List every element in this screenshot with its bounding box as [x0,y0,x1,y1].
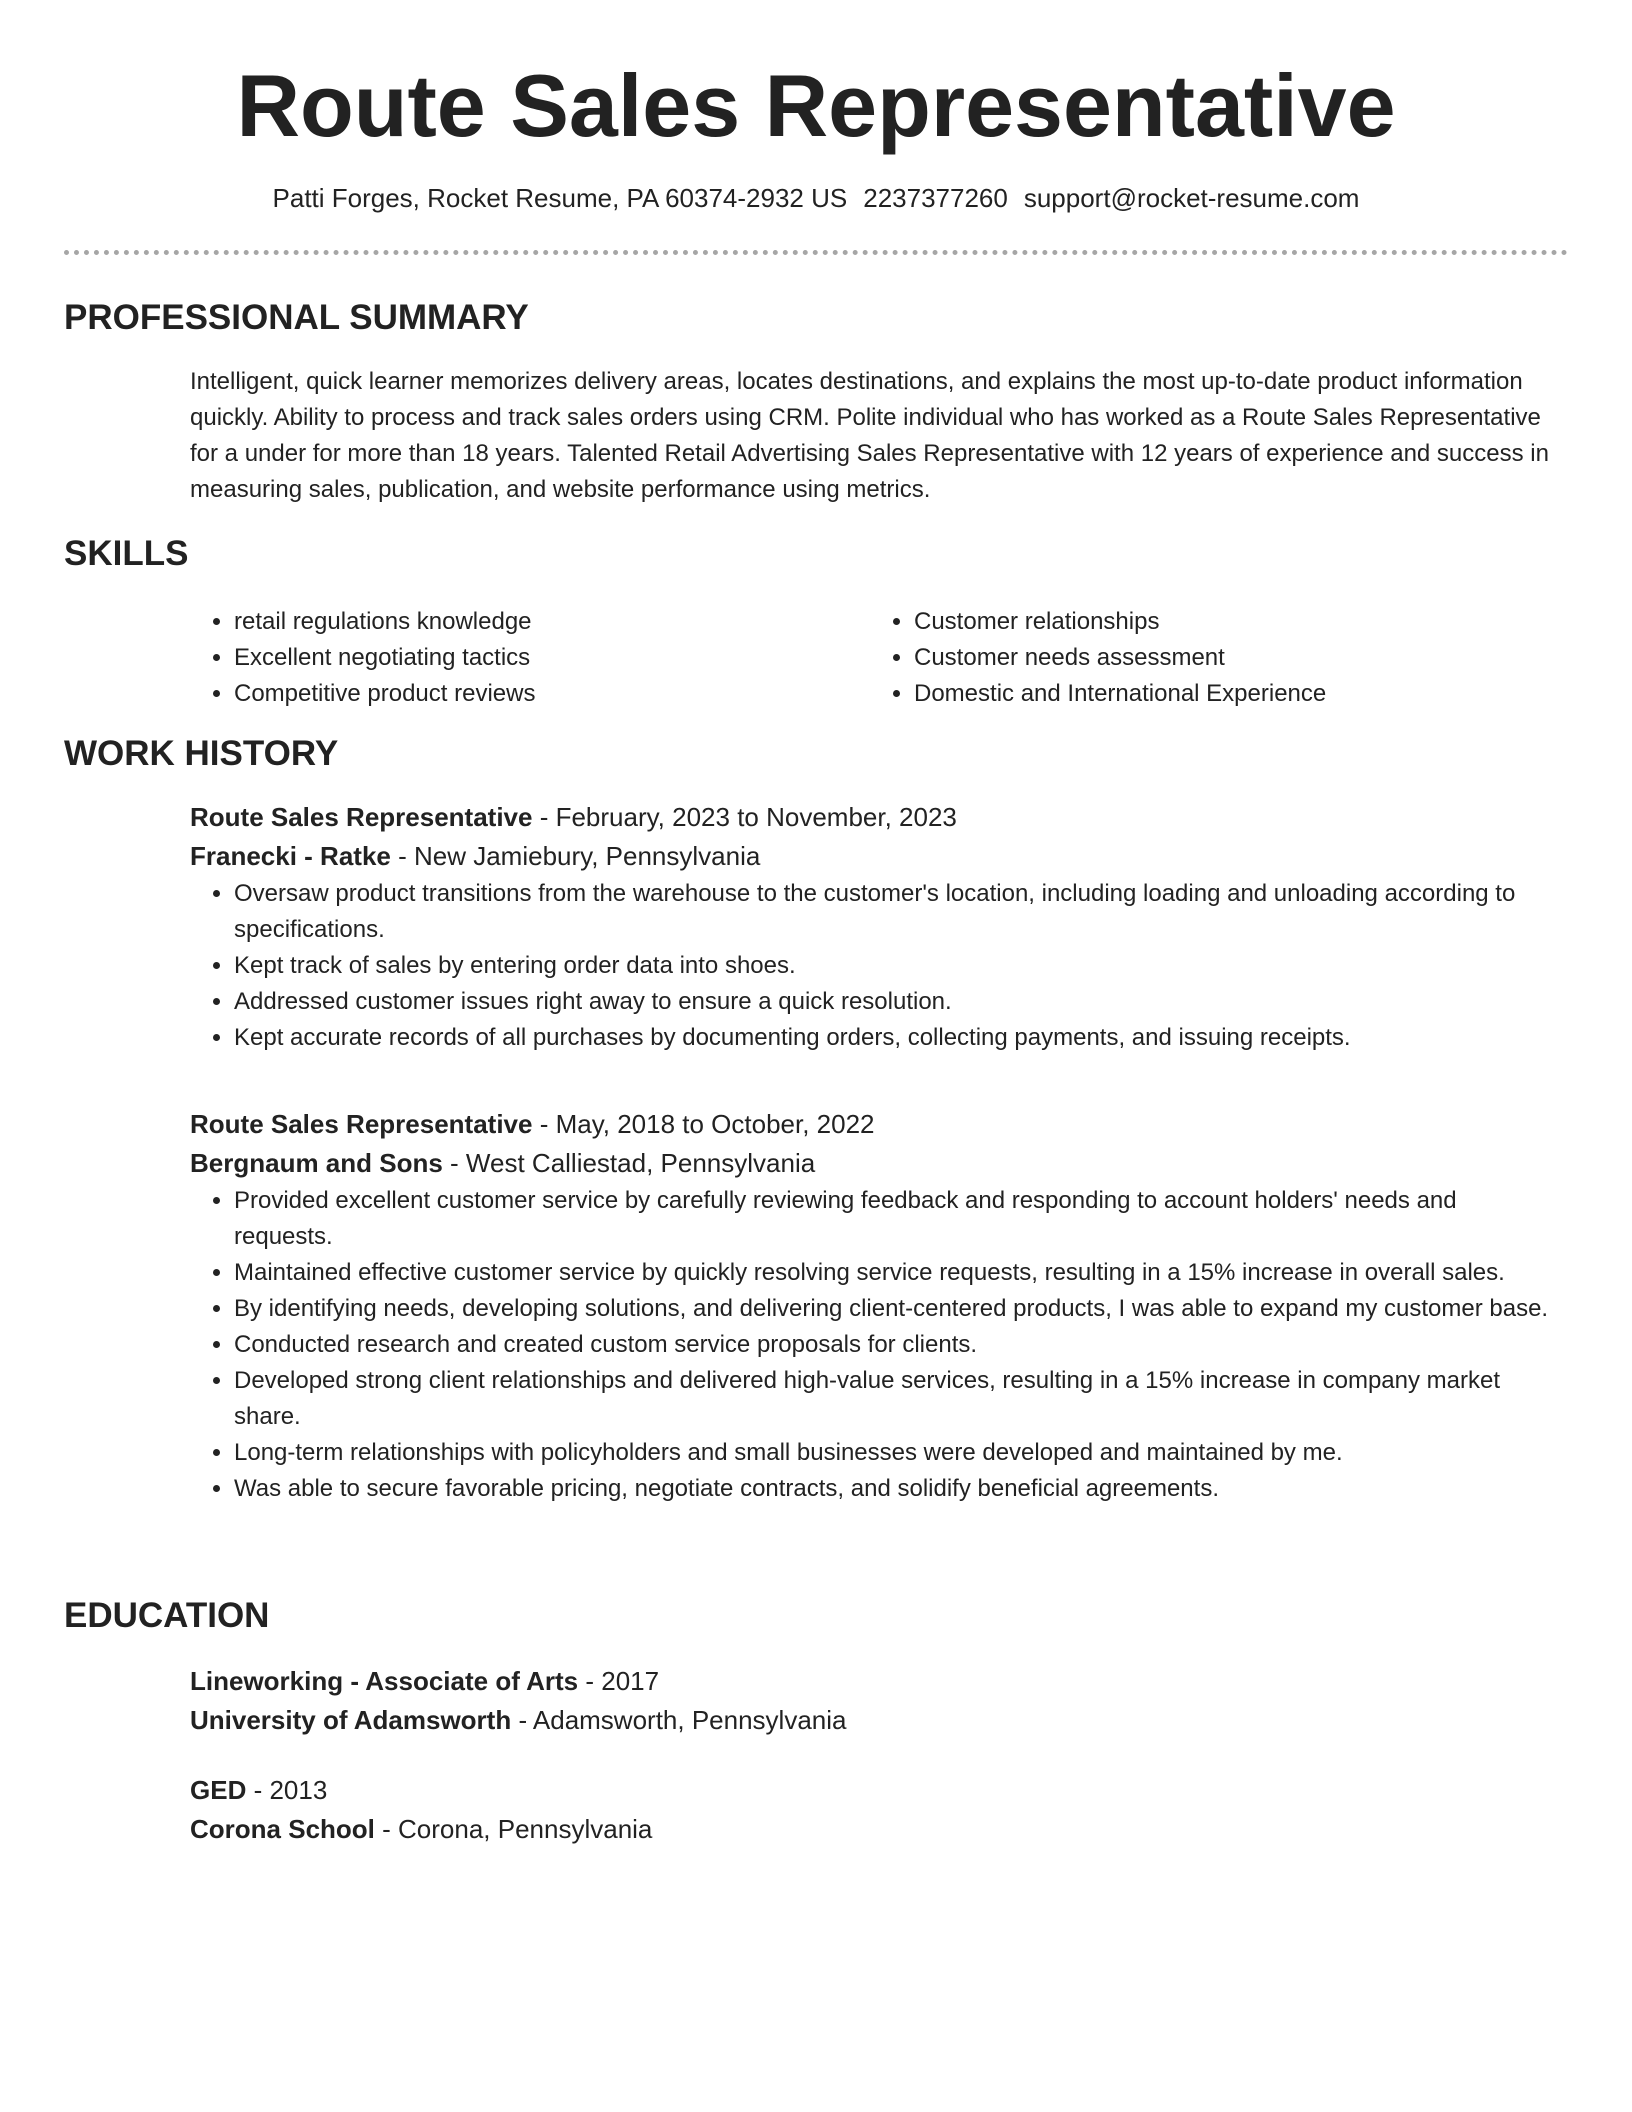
education-entry [190,1662,1560,1740]
job-title-line [190,798,1560,837]
job-bullet: • Was able to secure favorable pricing, negotiate contracts, and solidify beneficial agreements. [234,1471,1560,1507]
job-entry [190,798,1560,1056]
education-degree: Lineworking - Associate of Arts [190,1666,579,1696]
skill-item: • Domestic and International Experience [914,676,1520,712]
job-bullet: • Kept track of sales by entering order data into shoes. [234,948,1560,984]
education-school-line [190,1810,1560,1849]
summary-heading: PROFESSIONAL SUMMARY [64,298,529,337]
job-company: Bergnaum and Sons [190,1148,443,1178]
education-degree-line [190,1771,1560,1810]
job-location: - West Calliestad, Pennsylvania [442,1148,816,1178]
skill-item: • Customer needs assessment [914,640,1520,676]
resume-title: Route Sales Representative [236,56,1396,155]
job-bullet: • Kept accurate records of all purchases by documenting orders, collecting payments, and issuing receipts. [234,1020,1560,1056]
education-location: - Corona, Pennsylvania [374,1814,653,1844]
job-bullet: • By identifying needs, developing solutions, and delivering client-centered products, I was able to expand my customer base. [234,1291,1560,1327]
job-dates: - February, 2023 to November, 2023 [532,802,957,832]
education-school: University of Adamsworth [190,1705,512,1735]
job-bullets [190,876,1560,1056]
contact-line [0,180,1632,216]
education-degree-line [190,1662,1560,1701]
job-title-line [190,1105,1560,1144]
header-divider [64,250,1568,255]
job-bullet: • Maintained effective customer service by quickly resolving service requests, resulting in a 15% increase in overall sales. [234,1255,1560,1291]
job-bullet: • Conducted research and created custom service proposals for clients. [234,1327,1560,1363]
job-role: Route Sales Representative [190,802,533,832]
education-degree: GED [190,1775,247,1805]
skills-column-left [190,604,840,712]
education-entry [190,1771,1560,1849]
contact-address: Patti Forges, Rocket Resume, PA 60374-2932 US [272,183,848,213]
job-company: Franecki - Ratke [190,841,391,871]
summary-text: Intelligent, quick learner memorizes delivery areas, locates destinations, and explains the most up-to-date product information quickly. Ability to process and track sales orders using CRM. Polite individual who has worked as a Route Sales Representative for a under for more than 18 years. Talented Retail Advertising Sales Representative with 12 years of experience and success in measuring sales, publication, and website performance using metrics. [190,368,1549,503]
skill-item: • retail regulations knowledge [234,604,840,640]
education-school: Corona School [190,1814,375,1844]
skill-item: • Excellent negotiating tactics [234,640,840,676]
job-bullet: • Oversaw product transitions from the warehouse to the customer's location, including loading and unloading according to specifications. [234,876,1560,948]
job-dates: - May, 2018 to October, 2022 [532,1109,875,1139]
contact-email: support@rocket-resume.com [1023,183,1360,213]
work-history-heading: WORK HISTORY [64,734,339,773]
education-year: - 2013 [246,1775,328,1805]
job-role: Route Sales Representative [190,1109,533,1139]
job-bullet: • Provided excellent customer service by carefully reviewing feedback and responding to account holders' needs and requests. [234,1183,1560,1255]
education-year: - 2017 [578,1666,660,1696]
job-bullet: • Addressed customer issues right away to ensure a quick resolution. [234,984,1560,1020]
job-company-line [190,837,1560,876]
job-bullets [190,1183,1560,1507]
skills-column-right [870,604,1520,712]
skills-heading: SKILLS [64,534,189,573]
education-heading: EDUCATION [64,1596,270,1635]
job-entry [190,1105,1560,1507]
skill-item: • Customer relationships [914,604,1520,640]
education-school-line [190,1701,1560,1740]
education-location: - Adamsworth, Pennsylvania [511,1705,847,1735]
job-bullet: • Developed strong client relationships and delivered high-value services, resulting in a 15% increase in company market share. [234,1363,1560,1435]
skill-item: • Competitive product reviews [234,676,840,712]
job-location: - New Jamiebury, Pennsylvania [390,841,761,871]
job-company-line [190,1144,1560,1183]
contact-phone: 2237377260 [863,183,1008,213]
job-bullet: • Long-term relationships with policyholders and small businesses were developed and maintained by me. [234,1435,1560,1471]
